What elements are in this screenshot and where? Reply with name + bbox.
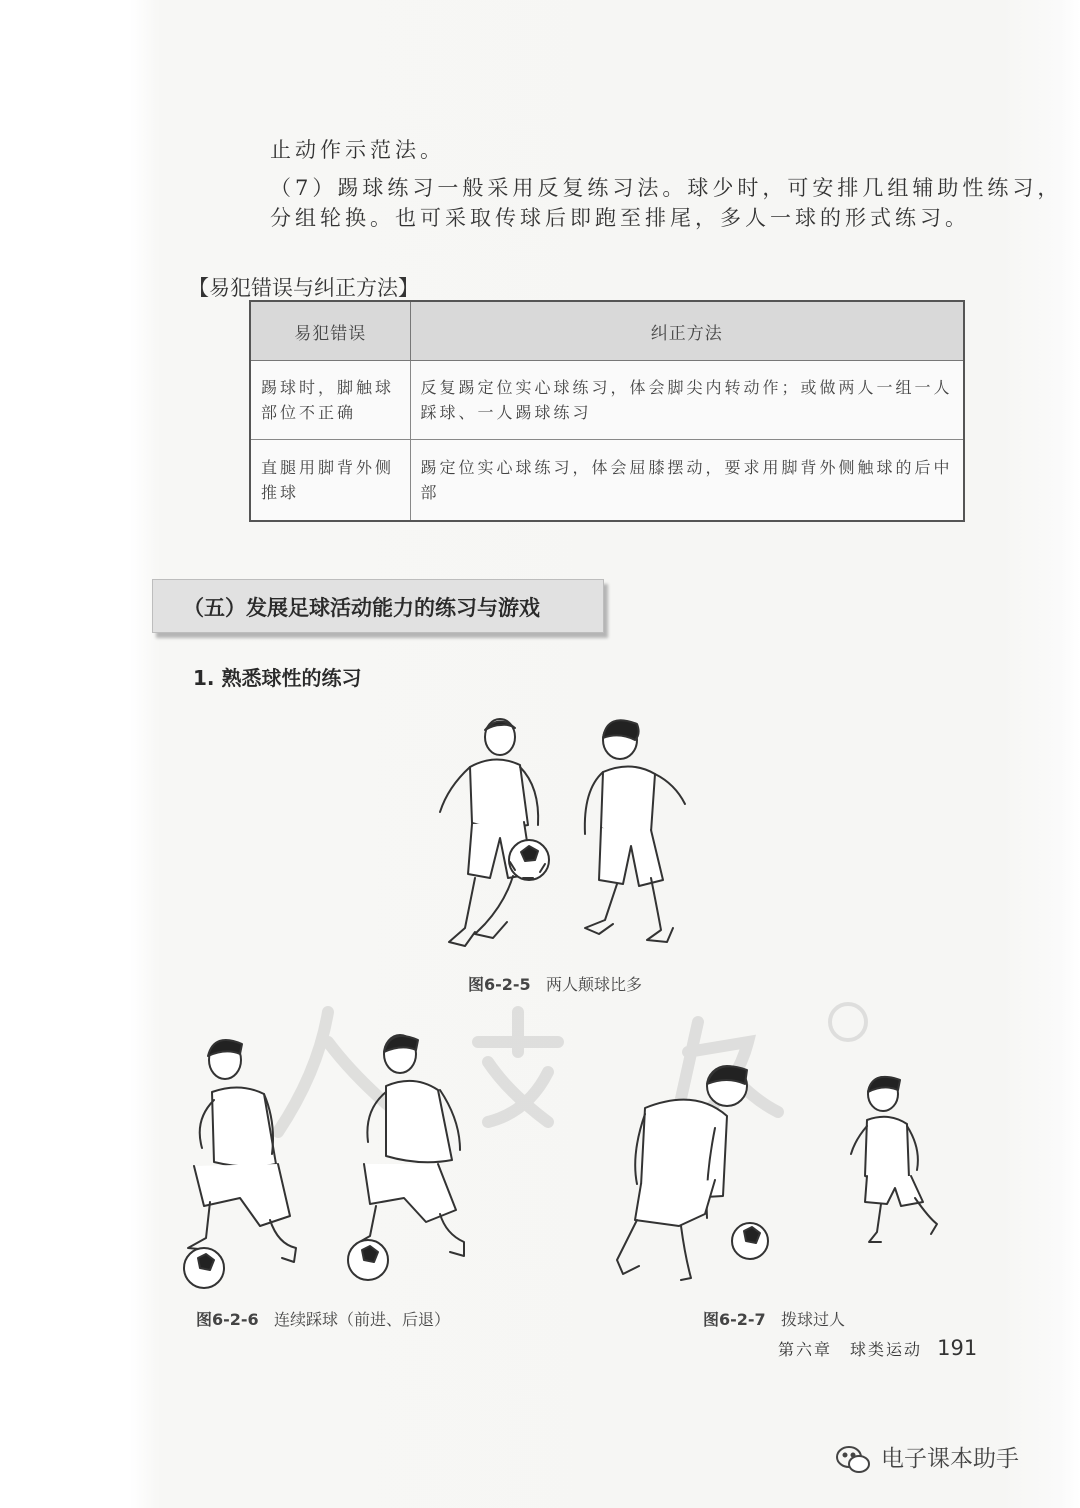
boy-figure <box>188 1040 296 1262</box>
soccer-ball-icon <box>732 1223 768 1259</box>
sub-heading: 1. 熟悉球性的练习 <box>193 666 362 690</box>
account-name: 电子课本助手 <box>881 1446 1019 1472</box>
errors-table <box>249 300 965 522</box>
account-watermark <box>835 1440 1019 1475</box>
figure-6-2-5-illustration <box>405 712 725 962</box>
soccer-ball-icon <box>509 840 549 880</box>
section-banner <box>152 579 604 633</box>
page-number: 191 <box>937 1336 978 1360</box>
errors-col-mistake: 易犯错误 <box>250 301 410 361</box>
figure-number: 图6-2-7 <box>703 1310 766 1329</box>
figure-6-2-6-caption <box>196 1307 450 1330</box>
section-title: （五）发展足球活动能力的练习与游戏 <box>183 596 540 620</box>
wechat-icon <box>835 1445 871 1475</box>
body-line-3: 分组轮换。也可采取传球后即跑至排尾，多人一球的形式练习。 <box>270 206 970 230</box>
figure-6-2-7-caption <box>703 1307 845 1330</box>
boy-figure <box>617 1066 747 1280</box>
figure-number: 图6-2-6 <box>196 1310 259 1329</box>
figure-title: 拨球过人 <box>780 1310 845 1329</box>
body-line-2: （7）踢球练习一般采用反复练习法。球少时，可安排几组辅助性练习， <box>270 176 1063 200</box>
figure-title: 连续踩球（前进、后退） <box>273 1310 450 1329</box>
soccer-ball-icon <box>348 1240 388 1280</box>
chapter-label: 第六章 球类运动 <box>778 1340 923 1359</box>
body-line-1: 止动作示范法。 <box>270 138 445 162</box>
boy-figure <box>851 1077 937 1242</box>
page-footer <box>778 1336 977 1360</box>
boy-figure <box>356 1035 464 1256</box>
mistake-cell: 直腿用脚背外侧推球 <box>250 440 410 522</box>
table-row <box>250 440 964 522</box>
figure-6-2-7-illustration <box>605 1058 950 1283</box>
fix-cell: 反复踢定位实心球练习，体会脚尖内转动作；或做两人一组一人踩球、一人踢球练习 <box>410 361 964 440</box>
soccer-ball-icon <box>184 1248 224 1288</box>
table-row <box>250 361 964 440</box>
figure-number: 图6-2-5 <box>468 975 531 994</box>
fix-cell: 踢定位实心球练习，体会屈膝摆动，要求用脚背外侧触球的后中部 <box>410 440 964 522</box>
mistake-cell: 踢球时，脚触球部位不正确 <box>250 361 410 440</box>
boy-figure <box>440 719 538 946</box>
boy-figure <box>585 720 685 942</box>
figure-title: 两人颠球比多 <box>545 975 642 994</box>
errors-col-fix: 纠正方法 <box>410 301 964 361</box>
errors-heading: 【易犯错误与纠正方法】 <box>188 276 419 300</box>
figure-6-2-6-illustration <box>180 1030 510 1292</box>
